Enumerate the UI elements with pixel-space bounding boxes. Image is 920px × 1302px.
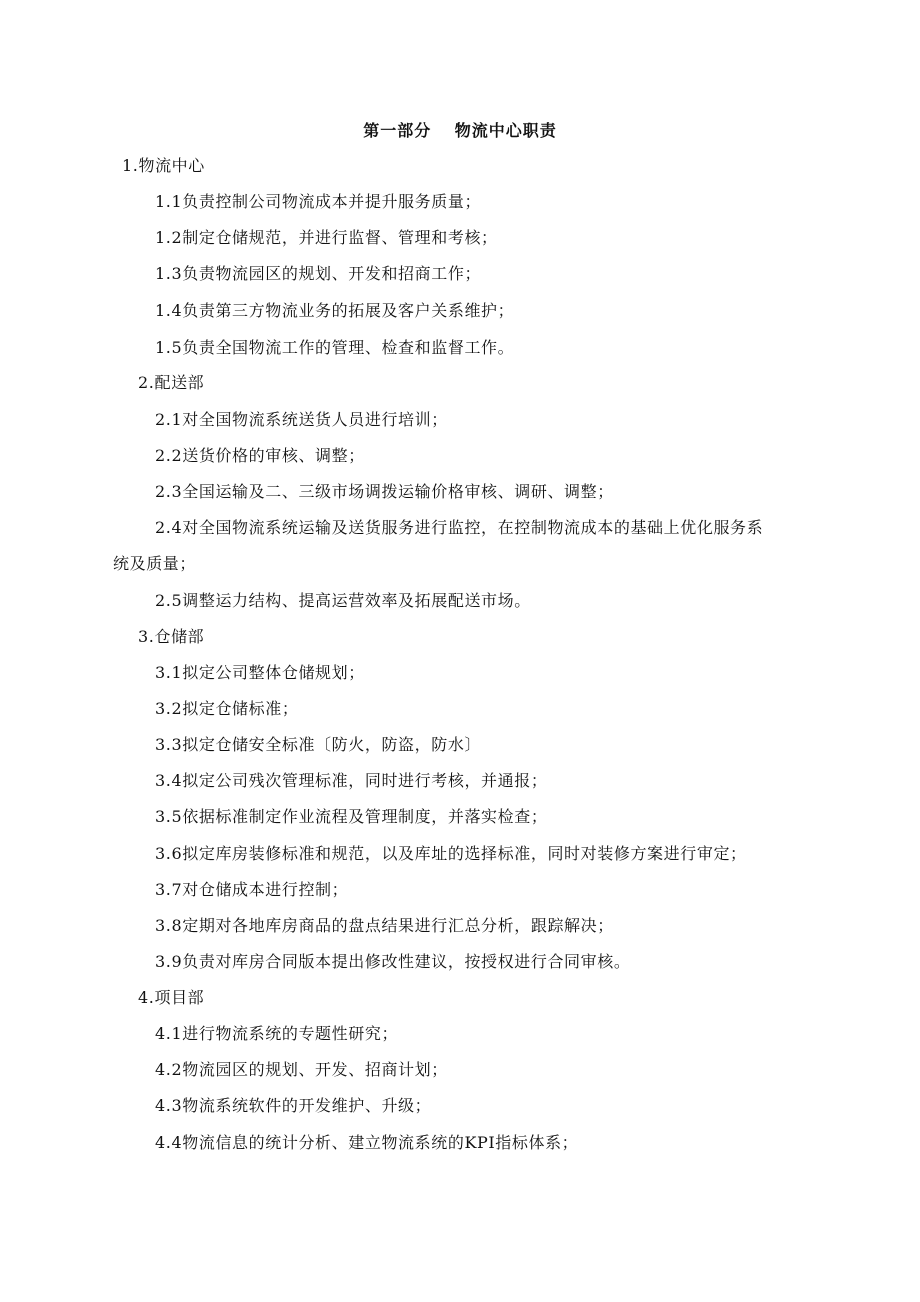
- list-item: 2.2送货价格的审核、调整；: [155, 446, 365, 465]
- list-item: 2.4对全国物流系统运输及送货服务进行监控，在控制物流成本的基础上优化服务系: [155, 518, 764, 537]
- list-item: 1.4负责第三方物流业务的拓展及客户关系维护；: [155, 301, 515, 320]
- section-heading-warehousing: 3.仓储部: [138, 627, 205, 646]
- list-item: 1.5负责全国物流工作的管理、检查和监督工作。: [155, 338, 515, 357]
- section-heading-logistics-center: 1.物流中心: [122, 156, 205, 175]
- list-item: 3.2拟定仓储标准；: [155, 699, 299, 718]
- list-item: 3.6拟定库房装修标准和规范，以及库址的选择标准，同时对装修方案进行审定；: [155, 844, 747, 863]
- list-item-continuation: 统及质量；: [113, 554, 197, 573]
- page-title: 第一部分 物流中心职责: [363, 121, 557, 140]
- list-item: 2.1对全国物流系统送货人员进行培训；: [155, 410, 448, 429]
- list-item: 3.5依据标准制定作业流程及管理制度，并落实检查；: [155, 807, 548, 826]
- list-item: 4.4物流信息的统计分析、建立物流系统的KPI指标体系；: [155, 1133, 579, 1152]
- list-item: 1.2制定仓储规范，并进行监督、管理和考核；: [155, 228, 498, 247]
- list-item: 3.7对仓储成本进行控制；: [155, 880, 349, 899]
- list-item: 1.3负责物流园区的规划、开发和招商工作；: [155, 264, 482, 283]
- list-item: 3.8定期对各地库房商品的盘点结果进行汇总分析，跟踪解决；: [155, 916, 614, 935]
- list-item: 4.2物流园区的规划、开发、招商计划；: [155, 1060, 448, 1079]
- list-item: 4.3物流系统软件的开发维护、升级；: [155, 1096, 432, 1115]
- list-item: 3.9负责对库房合同版本提出修改性建议，按授权进行合同审核。: [155, 952, 631, 971]
- section-heading-projects: 4.项目部: [138, 988, 205, 1007]
- list-item: 4.1进行物流系统的专题性研究；: [155, 1024, 399, 1043]
- section-heading-distribution: 2.配送部: [138, 373, 205, 392]
- list-item: 3.3拟定仓储安全标准〔防火，防盗，防水〕: [155, 735, 482, 754]
- list-item: 2.3全国运输及二、三级市场调拨运输价格审核、调研、调整；: [155, 482, 614, 501]
- list-item: 3.1拟定公司整体仓储规划；: [155, 663, 365, 682]
- list-item: 2.5调整运力结构、提高运营效率及拓展配送市场。: [155, 591, 531, 610]
- list-item: 3.4拟定公司残次管理标准，同时进行考核，并通报；: [155, 771, 548, 790]
- list-item: 1.1负责控制公司物流成本并提升服务质量；: [155, 192, 482, 211]
